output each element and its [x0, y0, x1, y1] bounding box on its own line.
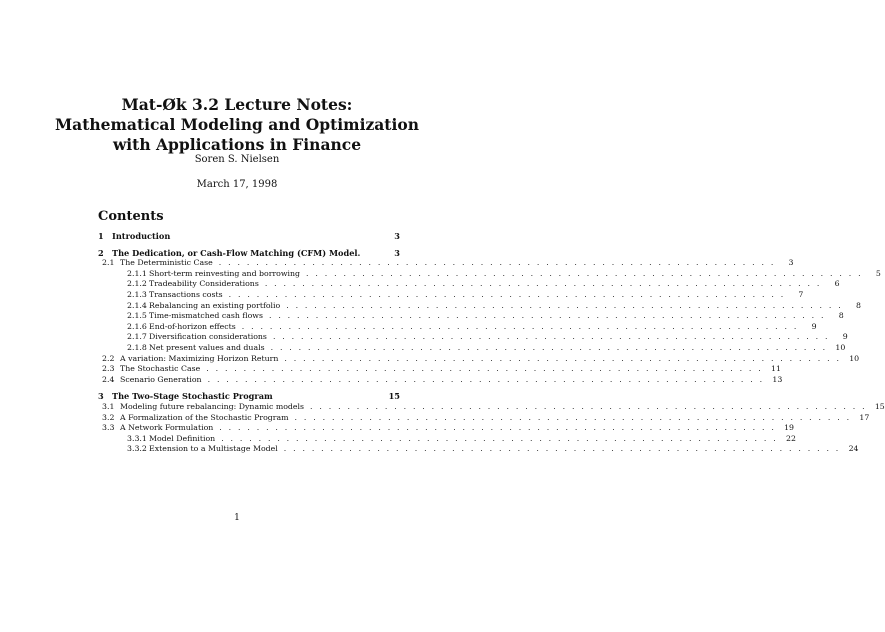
toc-entry[interactable]	[98, 444, 859, 455]
toc-entry-title: The Two-Stage Stochastic Program	[112, 391, 273, 402]
toc-entry[interactable]	[98, 412, 870, 424]
toc-leader-dots: . . . . . . . . . . . . . . . . . . . . . . . . . . . . . . . . . . . . . . . . . . . . . . . . . . . . . . . . . . . .	[268, 311, 826, 321]
toc-entry[interactable]	[98, 231, 400, 242]
toc-entry-page: 19	[784, 423, 795, 433]
toc-leader-dots: . . . . . . . . . . . . . . . . . . . . . . . . . . . . . . . . . . . . . . . . . . . . . . . . . . . . . . . . . . . .	[228, 289, 786, 299]
toc-entry-page: 8	[855, 300, 861, 310]
toc-entry-title: Transactions costs	[149, 289, 223, 299]
toc-entry-title: The Deterministic Case	[120, 258, 213, 268]
toc-entry[interactable]	[98, 268, 881, 280]
toc-entry-number: 2.1.1	[127, 268, 147, 278]
toc-leader-dots: . . . . . . . . . . . . . . . . . . . . . . . . . . . . . . . . . . . . . . . . . . . . . . . . . . . . . . . . . . . .	[218, 258, 776, 268]
toc-entry-number: 3.3.1	[127, 433, 147, 443]
toc-entry-page: 17	[859, 412, 870, 422]
toc-entry-title: End-of-horizon effects	[149, 321, 236, 331]
toc-entry-title: Extension to a Multistage Model	[149, 444, 278, 454]
toc-entry-page: 3	[788, 258, 794, 268]
toc-entry[interactable]	[98, 401, 885, 413]
toc-entry-number: 3.1	[102, 401, 115, 411]
toc-leader-dots: . . . . . . . . . . . . . . . . . . . . . . . . . . . . . . . . . . . . . . . . . . . . . . . . . . . . . . . . . . . .	[264, 279, 822, 289]
toc-entry[interactable]	[98, 332, 848, 343]
title-line-1: Mat-Øk 3.2 Lecture Notes:	[121, 95, 353, 114]
toc-entry-title: Model Definition	[149, 433, 216, 443]
toc-leader-dots: . . . . . . . . . . . . . . . . . . . . . . . . . . . . . . . . . . . . . . . . . . . . . . . . . . . . . . . . . . . .	[294, 412, 852, 422]
toc-entry-number: 1	[98, 231, 104, 241]
page-number: 1	[234, 513, 240, 523]
toc-entry-title: Scenario Generation	[120, 374, 202, 384]
toc-entry-number: 2.1.7	[127, 332, 147, 342]
toc-leader-dots: . . . . . . . . . . . . . . . . . . . . . . . . . . . . . . . . . . . . . . . . . . . . . . . . . . . . . . . . . . . .	[286, 300, 843, 310]
toc-leader-dots: . . . . . . . . . . . . . . . . . . . . . . . . . . . . . . . . . . . . . . . . . . . . . . . . . . . . . . . . . . . .	[306, 268, 863, 278]
toc-entry-number: 2.1.5	[127, 311, 147, 321]
author: Soren S. Nielsen	[194, 154, 280, 165]
toc-leader-dots: . . . . . . . . . . . . . . . . . . . . . . . . . . . . . . . . . . . . . . . . . . . . . . . . . . . . . . . . . . . .	[241, 321, 799, 331]
toc-entry-title: Modeling future rebalancing: Dynamic models	[120, 401, 305, 411]
toc-entry-number: 2	[98, 247, 104, 258]
toc-entry-title: Diversification considerations	[149, 332, 267, 342]
toc-entry-page: 11	[771, 364, 781, 374]
toc-entry-number: 2.1.4	[127, 300, 147, 310]
toc-entry-title: A variation: Maximizing Horizon Return	[120, 353, 279, 363]
toc-entry-number: 3.3	[102, 423, 115, 433]
toc-entry[interactable]	[98, 300, 861, 312]
toc-leader-dots: . . . . . . . . . . . . . . . . . . . . . . . . . . . . . . . . . . . . . . . . . . . . . . . . . . . . . . . . . . . .	[270, 342, 828, 352]
toc-leader-dots: . . . . . . . . . . . . . . . . . . . . . . . . . . . . . . . . . . . . . . . . . . . . . . . . . . . . . . . . . . . .	[221, 433, 778, 443]
toc-entry-page: 3	[394, 231, 400, 241]
toc-entry[interactable]	[98, 258, 794, 269]
toc-leader-dots: . . . . . . . . . . . . . . . . . . . . . . . . . . . . . . . . . . . . . . . . . . . . . . . . . . . . . . . . . . . .	[284, 353, 842, 363]
toc-entry-title: Time-mismatched cash flows	[149, 311, 263, 321]
toc-entry-title: A Formalization of the Stochastic Program	[120, 412, 289, 422]
toc-entry-title: The Stochastic Case	[120, 364, 201, 374]
title-line-2: Mathematical Modeling and Optimization	[55, 115, 419, 134]
toc-entry-page: 10	[835, 342, 846, 352]
toc-entry-title: Net present values and duals	[149, 342, 265, 352]
toc-entry-page: 24	[848, 444, 859, 454]
toc-entry[interactable]	[98, 364, 781, 375]
toc-entry-title: Tradeability Considerations	[149, 279, 259, 289]
toc-entry-number: 2.2	[102, 353, 115, 363]
toc-entry-page: 15	[874, 401, 885, 411]
toc-entry-number: 2.1.2	[127, 279, 147, 289]
toc-entry[interactable]	[98, 289, 804, 301]
toc-entry-title: The Dedication, or Cash-Flow Matching (CFM) Model.	[112, 247, 361, 258]
toc-entry-page: 13	[772, 374, 783, 384]
toc-entry-page: 8	[838, 311, 844, 321]
toc-entry[interactable]	[98, 311, 844, 322]
toc-entry[interactable]	[98, 321, 817, 333]
toc-entry-number: 2.1.3	[127, 289, 147, 299]
toc-entry-number: 2.1.8	[127, 342, 147, 352]
toc-entry-page: 3	[394, 247, 400, 258]
toc-entry-title: Rebalancing an existing portfolio	[149, 300, 281, 310]
toc-entry[interactable]	[98, 374, 783, 386]
toc-entry[interactable]	[98, 391, 400, 402]
toc-entry-number: 2.3	[102, 364, 115, 374]
toc-entry-page: 22	[786, 433, 796, 443]
toc-entry-page: 5	[875, 268, 881, 278]
toc-leader-dots: . . . . . . . . . . . . . . . . . . . . . . . . . . . . . . . . . . . . . . . . . . . . . . . . . . . . . . . . . . . .	[310, 401, 867, 411]
toc-entry[interactable]	[98, 433, 796, 445]
toc-leader-dots: . . . . . . . . . . . . . . . . . . . . . . . . . . . . . . . . . . . . . . . . . . . . . . . . . . . . . . . . . . . .	[206, 364, 763, 374]
toc-entry-title: Introduction	[112, 231, 171, 241]
toc-leader-dots: . . . . . . . . . . . . . . . . . . . . . . . . . . . . . . . . . . . . . . . . . . . . . . . . . . . . . . . . . . . .	[283, 444, 841, 454]
toc-entry-page: 15	[388, 391, 400, 402]
toc-entry-page: 10	[849, 353, 860, 363]
toc-entry-number: 2.1.6	[127, 321, 147, 331]
table-of-contents	[98, 231, 885, 455]
toc-entry-page: 9	[842, 332, 848, 342]
toc-entry-number: 3.3.2	[127, 444, 147, 454]
toc-entry-number: 3	[98, 391, 104, 402]
toc-entry[interactable]	[98, 353, 860, 365]
toc-entry-number: 3.2	[102, 412, 115, 422]
toc-entry[interactable]	[98, 342, 846, 354]
toc-entry-page: 9	[811, 321, 817, 331]
title-line-3: with Applications in Finance	[112, 135, 362, 154]
contents-heading: Contents	[98, 209, 164, 224]
toc-leader-dots: . . . . . . . . . . . . . . . . . . . . . . . . . . . . . . . . . . . . . . . . . . . . . . . . . . . . . . . . . . . .	[272, 332, 830, 342]
toc-entry-title: Short-term reinvesting and borrowing	[149, 268, 301, 278]
toc-leader-dots: . . . . . . . . . . . . . . . . . . . . . . . . . . . . . . . . . . . . . . . . . . . . . . . . . . . . . . . . . . . .	[207, 374, 765, 384]
date: March 17, 1998	[196, 179, 278, 190]
toc-entry[interactable]	[98, 279, 840, 290]
toc-entry-title: A Network Formulation	[120, 423, 214, 433]
toc-entry-page: 7	[798, 289, 804, 299]
toc-leader-dots: . . . . . . . . . . . . . . . . . . . . . . . . . . . . . . . . . . . . . . . . . . . . . . . . . . . . . . . . . . . .	[219, 423, 777, 433]
toc-entry-number: 2.1	[102, 258, 115, 268]
toc-entry[interactable]	[98, 248, 400, 259]
toc-entry-page: 6	[834, 279, 840, 289]
toc-entry[interactable]	[98, 423, 795, 434]
toc-entry-number: 2.4	[102, 374, 115, 384]
